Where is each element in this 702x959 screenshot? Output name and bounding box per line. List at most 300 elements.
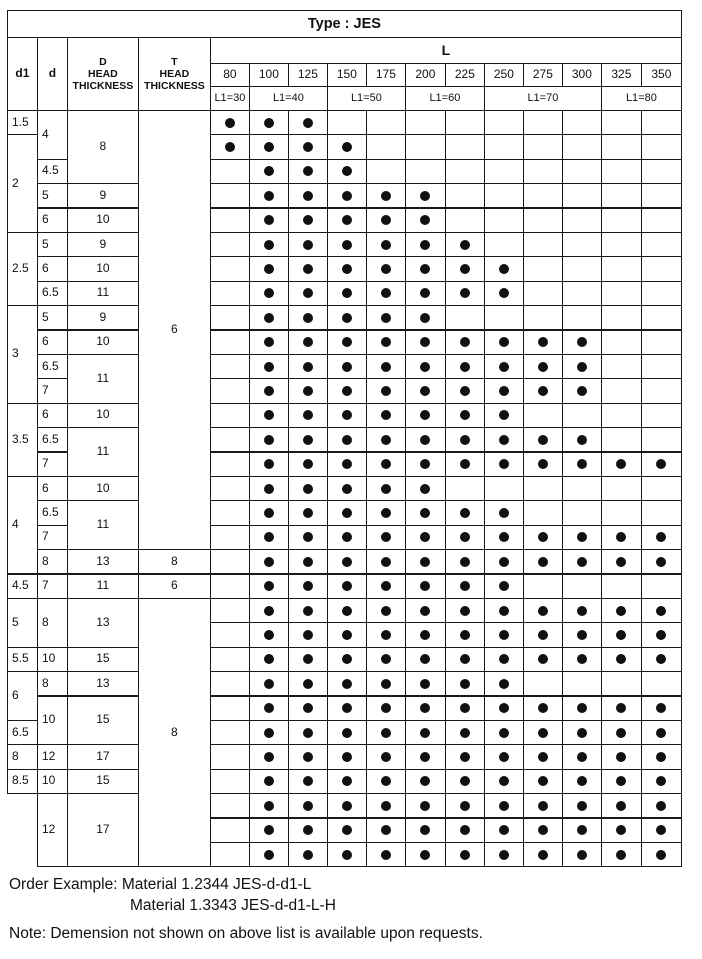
d-cell: 8	[37, 549, 68, 574]
available-dot	[460, 801, 470, 811]
availability-cell	[405, 403, 446, 428]
availability-cell	[288, 598, 328, 623]
availability-cell	[601, 281, 642, 306]
available-dot	[420, 215, 430, 225]
D-cell: 11	[67, 500, 139, 550]
available-dot	[616, 532, 626, 542]
availability-cell	[327, 378, 367, 403]
d-cell: 12	[37, 744, 68, 769]
availability-cell	[641, 647, 682, 672]
available-dot	[460, 362, 470, 372]
availability-cell	[641, 574, 682, 599]
availability-cell	[210, 720, 250, 745]
available-dot	[499, 703, 509, 713]
availability-cell	[562, 696, 602, 721]
available-dot	[264, 215, 274, 225]
availability-cell	[249, 134, 289, 159]
available-dot	[460, 410, 470, 420]
availability-cell	[288, 793, 328, 818]
available-dot	[616, 825, 626, 835]
available-dot	[616, 654, 626, 664]
available-dot	[342, 288, 352, 298]
availability-cell	[288, 159, 328, 184]
d-cell: 7	[37, 574, 68, 599]
availability-cell	[601, 696, 642, 721]
d-cell: 10	[37, 647, 68, 672]
header-L: L	[210, 37, 682, 64]
availability-cell	[562, 818, 602, 843]
available-dot	[381, 850, 391, 860]
header-T-head-thickness: T HEAD THICKNESS	[138, 37, 211, 111]
available-dot	[342, 679, 352, 689]
available-dot	[499, 825, 509, 835]
availability-cell	[210, 696, 250, 721]
dimension-table	[7, 10, 681, 864]
availability-cell	[405, 330, 446, 355]
availability-cell	[523, 744, 563, 769]
available-dot	[499, 264, 509, 274]
available-dot	[342, 654, 352, 664]
availability-cell	[327, 769, 367, 794]
availability-cell	[523, 842, 563, 867]
availability-cell	[445, 134, 485, 159]
D-cell: 9	[67, 232, 139, 257]
availability-cell	[249, 305, 289, 330]
availability-cell	[445, 452, 485, 477]
available-dot	[420, 752, 430, 762]
D-cell: 13	[67, 671, 139, 696]
available-dot	[460, 288, 470, 298]
availability-cell	[523, 647, 563, 672]
availability-cell	[445, 378, 485, 403]
availability-cell	[288, 622, 328, 647]
available-dot	[264, 703, 274, 713]
availability-cell	[210, 500, 250, 525]
availability-cell	[641, 598, 682, 623]
d1-cell: 5.5	[7, 647, 38, 672]
availability-cell	[366, 452, 406, 477]
availability-cell	[445, 744, 485, 769]
l1-group-0: L1=30	[210, 86, 250, 111]
available-dot	[577, 630, 587, 640]
availability-cell	[249, 378, 289, 403]
availability-cell	[601, 378, 642, 403]
availability-cell	[210, 305, 250, 330]
availability-cell	[484, 354, 524, 379]
D-cell: 17	[67, 744, 139, 769]
availability-cell	[210, 769, 250, 794]
available-dot	[264, 410, 274, 420]
available-dot	[303, 654, 313, 664]
available-dot	[420, 288, 430, 298]
availability-cell	[366, 842, 406, 867]
available-dot	[538, 630, 548, 640]
availability-cell	[210, 110, 250, 135]
availability-cell	[562, 769, 602, 794]
availability-cell	[445, 256, 485, 281]
available-dot	[499, 581, 509, 591]
availability-cell	[366, 671, 406, 696]
availability-cell	[641, 720, 682, 745]
availability-cell	[249, 769, 289, 794]
available-dot	[381, 532, 391, 542]
d-cell: 6.5	[37, 281, 68, 306]
d-cell: 6	[37, 476, 68, 501]
availability-cell	[523, 671, 563, 696]
availability-cell	[484, 842, 524, 867]
availability-cell	[210, 744, 250, 769]
d-cell: 6	[37, 256, 68, 281]
available-dot	[381, 581, 391, 591]
availability-cell	[562, 134, 602, 159]
available-dot	[420, 313, 430, 323]
availability-cell	[366, 476, 406, 501]
available-dot	[420, 581, 430, 591]
availability-cell	[484, 622, 524, 647]
availability-cell	[405, 427, 446, 452]
availability-cell	[562, 500, 602, 525]
available-dot	[538, 825, 548, 835]
available-dot	[264, 654, 274, 664]
d-cell: 6.5	[37, 500, 68, 525]
available-dot	[264, 776, 274, 786]
availability-cell	[366, 720, 406, 745]
availability-cell	[327, 256, 367, 281]
order-example-line-1	[9, 876, 311, 894]
availability-cell	[523, 403, 563, 428]
availability-cell	[405, 500, 446, 525]
availability-cell	[445, 427, 485, 452]
available-dot	[342, 142, 352, 152]
d-cell: 7	[37, 525, 68, 550]
available-dot	[656, 801, 666, 811]
availability-cell	[405, 305, 446, 330]
available-dot	[303, 215, 313, 225]
available-dot	[381, 679, 391, 689]
available-dot	[420, 850, 430, 860]
available-dot	[303, 191, 313, 201]
availability-cell	[210, 793, 250, 818]
available-dot	[616, 776, 626, 786]
availability-cell	[249, 256, 289, 281]
availability-cell	[366, 769, 406, 794]
d-cell: 12	[37, 793, 68, 867]
available-dot	[264, 362, 274, 372]
available-dot	[264, 850, 274, 860]
availability-cell	[288, 696, 328, 721]
availability-cell	[327, 525, 367, 550]
available-dot	[225, 142, 235, 152]
availability-cell	[641, 256, 682, 281]
availability-cell	[249, 330, 289, 355]
available-dot	[460, 752, 470, 762]
available-dot	[303, 801, 313, 811]
availability-cell	[249, 647, 289, 672]
availability-cell	[484, 208, 524, 233]
available-dot	[499, 386, 509, 396]
d1-cell: 4	[7, 476, 38, 574]
d-cell: 7	[37, 378, 68, 403]
available-dot	[538, 435, 548, 445]
availability-cell	[288, 769, 328, 794]
availability-note: Note: Demension not shown on above list is available upon requests.	[9, 925, 483, 942]
availability-cell	[366, 818, 406, 843]
availability-cell	[366, 281, 406, 306]
d-cell: 10	[37, 769, 68, 794]
available-dot	[460, 679, 470, 689]
availability-cell	[601, 671, 642, 696]
available-dot	[577, 362, 587, 372]
D-cell: 15	[67, 647, 139, 672]
availability-cell	[601, 305, 642, 330]
availability-cell	[523, 330, 563, 355]
availability-cell	[601, 403, 642, 428]
available-dot	[264, 240, 274, 250]
availability-cell	[445, 354, 485, 379]
availability-cell	[484, 525, 524, 550]
available-dot	[499, 630, 509, 640]
d-cell: 6	[37, 330, 68, 355]
available-dot	[342, 240, 352, 250]
availability-cell	[601, 330, 642, 355]
availability-cell	[327, 671, 367, 696]
available-dot	[499, 557, 509, 567]
available-dot	[303, 337, 313, 347]
availability-cell	[445, 818, 485, 843]
available-dot	[381, 703, 391, 713]
availability-cell	[484, 330, 524, 355]
available-dot	[577, 435, 587, 445]
D-cell: 13	[67, 549, 139, 574]
available-dot	[420, 606, 430, 616]
available-dot	[342, 557, 352, 567]
available-dot	[656, 850, 666, 860]
d-cell: 6	[37, 403, 68, 428]
availability-cell	[601, 842, 642, 867]
length-header-250: 250	[484, 63, 524, 87]
availability-cell	[288, 378, 328, 403]
available-dot	[538, 728, 548, 738]
T-cell: 8	[138, 549, 211, 574]
length-header-300: 300	[562, 63, 602, 87]
availability-cell	[562, 549, 602, 574]
availability-cell	[484, 452, 524, 477]
availability-cell	[249, 183, 289, 208]
availability-cell	[562, 671, 602, 696]
available-dot	[264, 557, 274, 567]
available-dot	[381, 776, 391, 786]
availability-cell	[601, 500, 642, 525]
availability-cell	[445, 598, 485, 623]
availability-cell	[445, 769, 485, 794]
available-dot	[381, 752, 391, 762]
available-dot	[656, 825, 666, 835]
available-dot	[342, 166, 352, 176]
d1-cell: 6.5	[7, 720, 38, 745]
length-header-350: 350	[641, 63, 682, 87]
available-dot	[303, 532, 313, 542]
availability-cell	[327, 622, 367, 647]
length-header-100: 100	[249, 63, 289, 87]
availability-cell	[249, 793, 289, 818]
availability-cell	[366, 744, 406, 769]
availability-cell	[562, 647, 602, 672]
availability-cell	[405, 549, 446, 574]
available-dot	[460, 337, 470, 347]
availability-cell	[484, 598, 524, 623]
availability-cell	[641, 208, 682, 233]
availability-cell	[327, 427, 367, 452]
availability-cell	[484, 671, 524, 696]
available-dot	[303, 240, 313, 250]
available-dot	[538, 532, 548, 542]
available-dot	[264, 728, 274, 738]
availability-cell	[445, 159, 485, 184]
available-dot	[499, 362, 509, 372]
availability-cell	[366, 549, 406, 574]
availability-cell	[523, 354, 563, 379]
available-dot	[342, 850, 352, 860]
availability-cell	[641, 232, 682, 257]
available-dot	[381, 557, 391, 567]
availability-cell	[366, 256, 406, 281]
available-dot	[460, 557, 470, 567]
availability-cell	[210, 622, 250, 647]
d-cell: 5	[37, 305, 68, 330]
availability-cell	[249, 842, 289, 867]
availability-cell	[405, 769, 446, 794]
availability-cell	[523, 574, 563, 599]
available-dot	[381, 630, 391, 640]
D-cell: 8	[67, 110, 139, 184]
availability-cell	[445, 622, 485, 647]
d1-cell: 6	[7, 671, 38, 721]
availability-cell	[641, 671, 682, 696]
available-dot	[577, 459, 587, 469]
availability-cell	[484, 378, 524, 403]
available-dot	[577, 728, 587, 738]
available-dot	[538, 337, 548, 347]
availability-cell	[405, 281, 446, 306]
available-dot	[577, 532, 587, 542]
availability-cell	[327, 598, 367, 623]
availability-cell	[327, 159, 367, 184]
availability-cell	[327, 305, 367, 330]
available-dot	[460, 532, 470, 542]
available-dot	[499, 728, 509, 738]
availability-cell	[523, 256, 563, 281]
available-dot	[264, 508, 274, 518]
available-dot	[264, 337, 274, 347]
available-dot	[499, 752, 509, 762]
available-dot	[381, 386, 391, 396]
available-dot	[264, 581, 274, 591]
available-dot	[342, 606, 352, 616]
availability-cell	[405, 842, 446, 867]
availability-cell	[562, 232, 602, 257]
availability-cell	[288, 232, 328, 257]
available-dot	[303, 630, 313, 640]
available-dot	[538, 703, 548, 713]
available-dot	[225, 118, 235, 128]
d-cell: 7	[37, 452, 68, 477]
available-dot	[381, 728, 391, 738]
availability-cell	[405, 622, 446, 647]
available-dot	[420, 240, 430, 250]
availability-cell	[641, 500, 682, 525]
availability-cell	[484, 159, 524, 184]
availability-cell	[601, 134, 642, 159]
availability-cell	[562, 574, 602, 599]
availability-cell	[327, 476, 367, 501]
availability-cell	[523, 183, 563, 208]
availability-cell	[562, 183, 602, 208]
availability-cell	[210, 134, 250, 159]
availability-cell	[210, 671, 250, 696]
availability-cell	[366, 110, 406, 135]
available-dot	[577, 703, 587, 713]
availability-cell	[601, 110, 642, 135]
availability-cell	[601, 793, 642, 818]
availability-cell	[562, 452, 602, 477]
availability-cell	[366, 378, 406, 403]
availability-cell	[249, 232, 289, 257]
availability-cell	[366, 403, 406, 428]
availability-cell	[288, 208, 328, 233]
available-dot	[303, 776, 313, 786]
available-dot	[616, 801, 626, 811]
available-dot	[499, 654, 509, 664]
availability-cell	[405, 574, 446, 599]
availability-cell	[562, 256, 602, 281]
available-dot	[460, 703, 470, 713]
available-dot	[303, 435, 313, 445]
availability-cell	[562, 622, 602, 647]
availability-cell	[249, 403, 289, 428]
availability-cell	[523, 281, 563, 306]
availability-cell	[601, 476, 642, 501]
availability-cell	[601, 574, 642, 599]
availability-cell	[523, 598, 563, 623]
availability-cell	[601, 452, 642, 477]
availability-cell	[601, 549, 642, 574]
available-dot	[577, 606, 587, 616]
available-dot	[420, 337, 430, 347]
available-dot	[303, 728, 313, 738]
availability-cell	[523, 208, 563, 233]
availability-cell	[366, 525, 406, 550]
D-cell: 11	[67, 281, 139, 306]
availability-cell	[601, 622, 642, 647]
availability-cell	[601, 159, 642, 184]
availability-cell	[327, 500, 367, 525]
availability-cell	[288, 427, 328, 452]
availability-cell	[249, 452, 289, 477]
availability-cell	[288, 403, 328, 428]
availability-cell	[601, 818, 642, 843]
order-example-label: Order Example:	[9, 876, 118, 893]
d1-cell: 8.5	[7, 769, 38, 794]
availability-cell	[523, 378, 563, 403]
D-cell: 9	[67, 183, 139, 208]
available-dot	[420, 557, 430, 567]
available-dot	[264, 264, 274, 274]
available-dot	[381, 240, 391, 250]
availability-cell	[523, 500, 563, 525]
T-cell: 6	[138, 110, 211, 550]
availability-cell	[562, 159, 602, 184]
availability-cell	[484, 720, 524, 745]
